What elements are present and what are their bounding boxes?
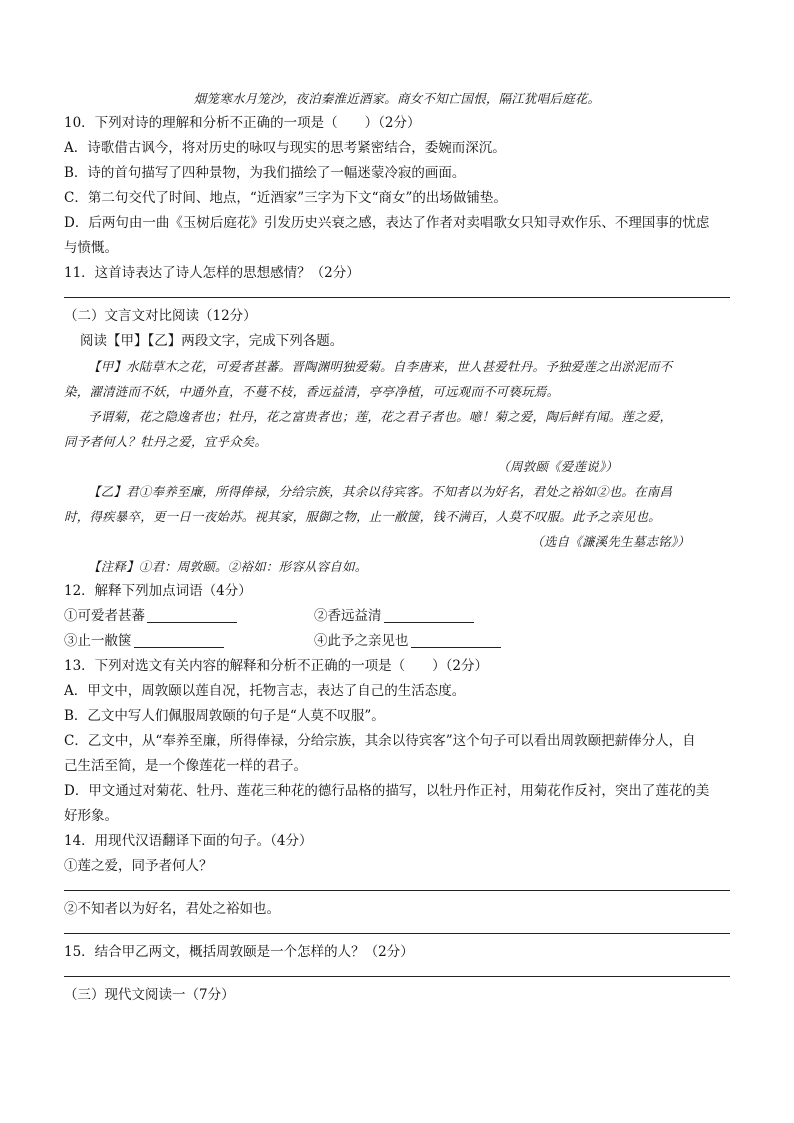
q14-sentence1: ①莲之爱，同予者何人？ [64, 858, 213, 874]
q15-stem: 15．结合甲乙两文，概括周敦颐是一个怎样的人？（2分） [64, 944, 414, 960]
q10-stem: 10．下列对诗的理解和分析不正确的一项是（ ）（2分） [64, 115, 421, 131]
passage-jia-source: （周敦颐《爱莲说》） [497, 459, 618, 474]
exam-page [64, 86, 730, 1008]
q12-item1 [64, 604, 314, 629]
q12-item2-blank[interactable] [384, 607, 474, 623]
section2-instruction: 阅读【甲】【乙】两段文字，完成下列各题。 [80, 333, 344, 349]
passage-jia-line3: 予谓菊，花之隐逸者也；牡丹，花之富贵者也；莲，花之君子者也。噫！菊之爱，陶后鲜有闻。莲之爱， [88, 409, 673, 424]
q11-answer-line[interactable] [64, 296, 730, 298]
q14-stem: 14．用现代汉语翻译下面的句子。（4分） [64, 833, 313, 849]
q14-answer-line1[interactable] [64, 889, 730, 891]
q11-stem: 11．这首诗表达了诗人怎样的思想感情？（2分） [64, 265, 360, 281]
q14-answer-line2[interactable] [64, 932, 730, 934]
q13-option-d-line2: 好形象。 [64, 808, 118, 824]
q10-option-d-line1: D．后两句由一曲《玉树后庭花》引发历史兴衰之感，表达了作者对卖唱歌女只知寻欢作乐、不理国事的忧虑 [64, 215, 710, 231]
q12-item1-blank[interactable] [147, 607, 237, 623]
q12-item1-text: ①可爱者甚蕃 [64, 608, 145, 624]
q13-option-c-line2: 己生活至简，是一个像莲花一样的君子。 [64, 758, 307, 774]
q12-item3 [64, 629, 314, 654]
q13-option-a: A．甲文中，周敦颐以莲自况，托物言志，表达了自己的生活态度。 [64, 683, 466, 699]
section2-title: （二）文言文对比阅读（12分） [64, 308, 257, 324]
passage-yi-line1: 【乙】君①奉养至廉，所得俸禄，分给宗族，其余以待宾客。不知者以为好名，君处之裕如②也。在南昌 [88, 484, 673, 499]
q12-item4-text: ④此予之亲见也 [314, 633, 409, 649]
q13-stem: 13．下列对选文有关内容的解释和分析不正确的一项是（ ）（2分） [64, 658, 489, 674]
q14-sentence2: ②不知者以为好名，君处之裕如也。 [64, 901, 280, 917]
q12-item3-text: ③止一敝箧 [64, 633, 132, 649]
q15-answer-line[interactable] [64, 975, 730, 977]
passage-jia-line1: 【甲】水陆草木之花，可爱者甚蕃。晋陶渊明独爱菊。自李唐来，世人甚爱牡丹。予独爱莲之出淤泥而不 [88, 359, 673, 374]
passage-yi-source: （选自《濂溪先生墓志铭》） [531, 534, 690, 549]
annotation-note: 【注释】①君：周敦颐。②裕如：形容从容自如。 [88, 559, 368, 574]
section3-title: （三）现代文阅读一（7分） [64, 987, 235, 1003]
poem-line: 烟笼寒水月笼沙，夜泊秦淮近酒家。商女不知亡国恨，隔江犹唱后庭花。 [193, 91, 601, 106]
q12-item4 [314, 629, 564, 654]
q10-option-b: B．诗的首句描写了四种景物，为我们描绘了一幅迷蒙冷寂的画面。 [64, 165, 466, 181]
q12-row1 [64, 604, 730, 629]
q12-item2 [314, 604, 564, 629]
q13-option-c-line1: C．乙文中，从“奉养至廉，所得俸禄，分给宗族，其余以待宾客”这个句子可以看出周敦颐把薪俸分人，自 [64, 733, 696, 749]
q10-option-a: A．诗歌借古讽今，将对历史的咏叹与现实的思考紧密结合，委婉而深沉。 [64, 140, 506, 156]
passage-jia-line2: 染，濯清涟而不妖，中通外直，不蔓不枝，香远益清，亭亭净植，可远观而不可亵玩焉。 [64, 384, 560, 399]
passage-jia-line4: 同予者何人？牡丹之爱，宜乎众矣。 [64, 434, 268, 449]
q12-row2 [64, 629, 730, 654]
q10-option-c: C．第二句交代了时间、地点，“近酒家”三字为下文“商女”的出场做铺垫。 [64, 190, 507, 206]
q10-option-d-line2: 与愤慨。 [64, 240, 118, 256]
passage-yi-line2: 时，得疾暴卒，更一日一夜始苏。视其家，服御之物，止一敝箧，钱不满百，人莫不叹服。此予之亲见也。 [64, 509, 661, 524]
q13-option-d-line1: D．甲文通过对菊花、牡丹、莲花三种花的德行品格的描写，以牡丹作正衬，用菊花作反衬，突出了莲花的美 [64, 783, 710, 799]
q12-item2-text: ②香远益清 [314, 608, 382, 624]
q13-option-b: B．乙文中写人们佩服周敦颐的句子是“人莫不叹服”。 [64, 708, 385, 724]
q12-stem: 12．解释下列加点词语（4分） [64, 583, 252, 599]
q12-item4-blank[interactable] [411, 632, 501, 648]
q12-item3-blank[interactable] [134, 632, 224, 648]
